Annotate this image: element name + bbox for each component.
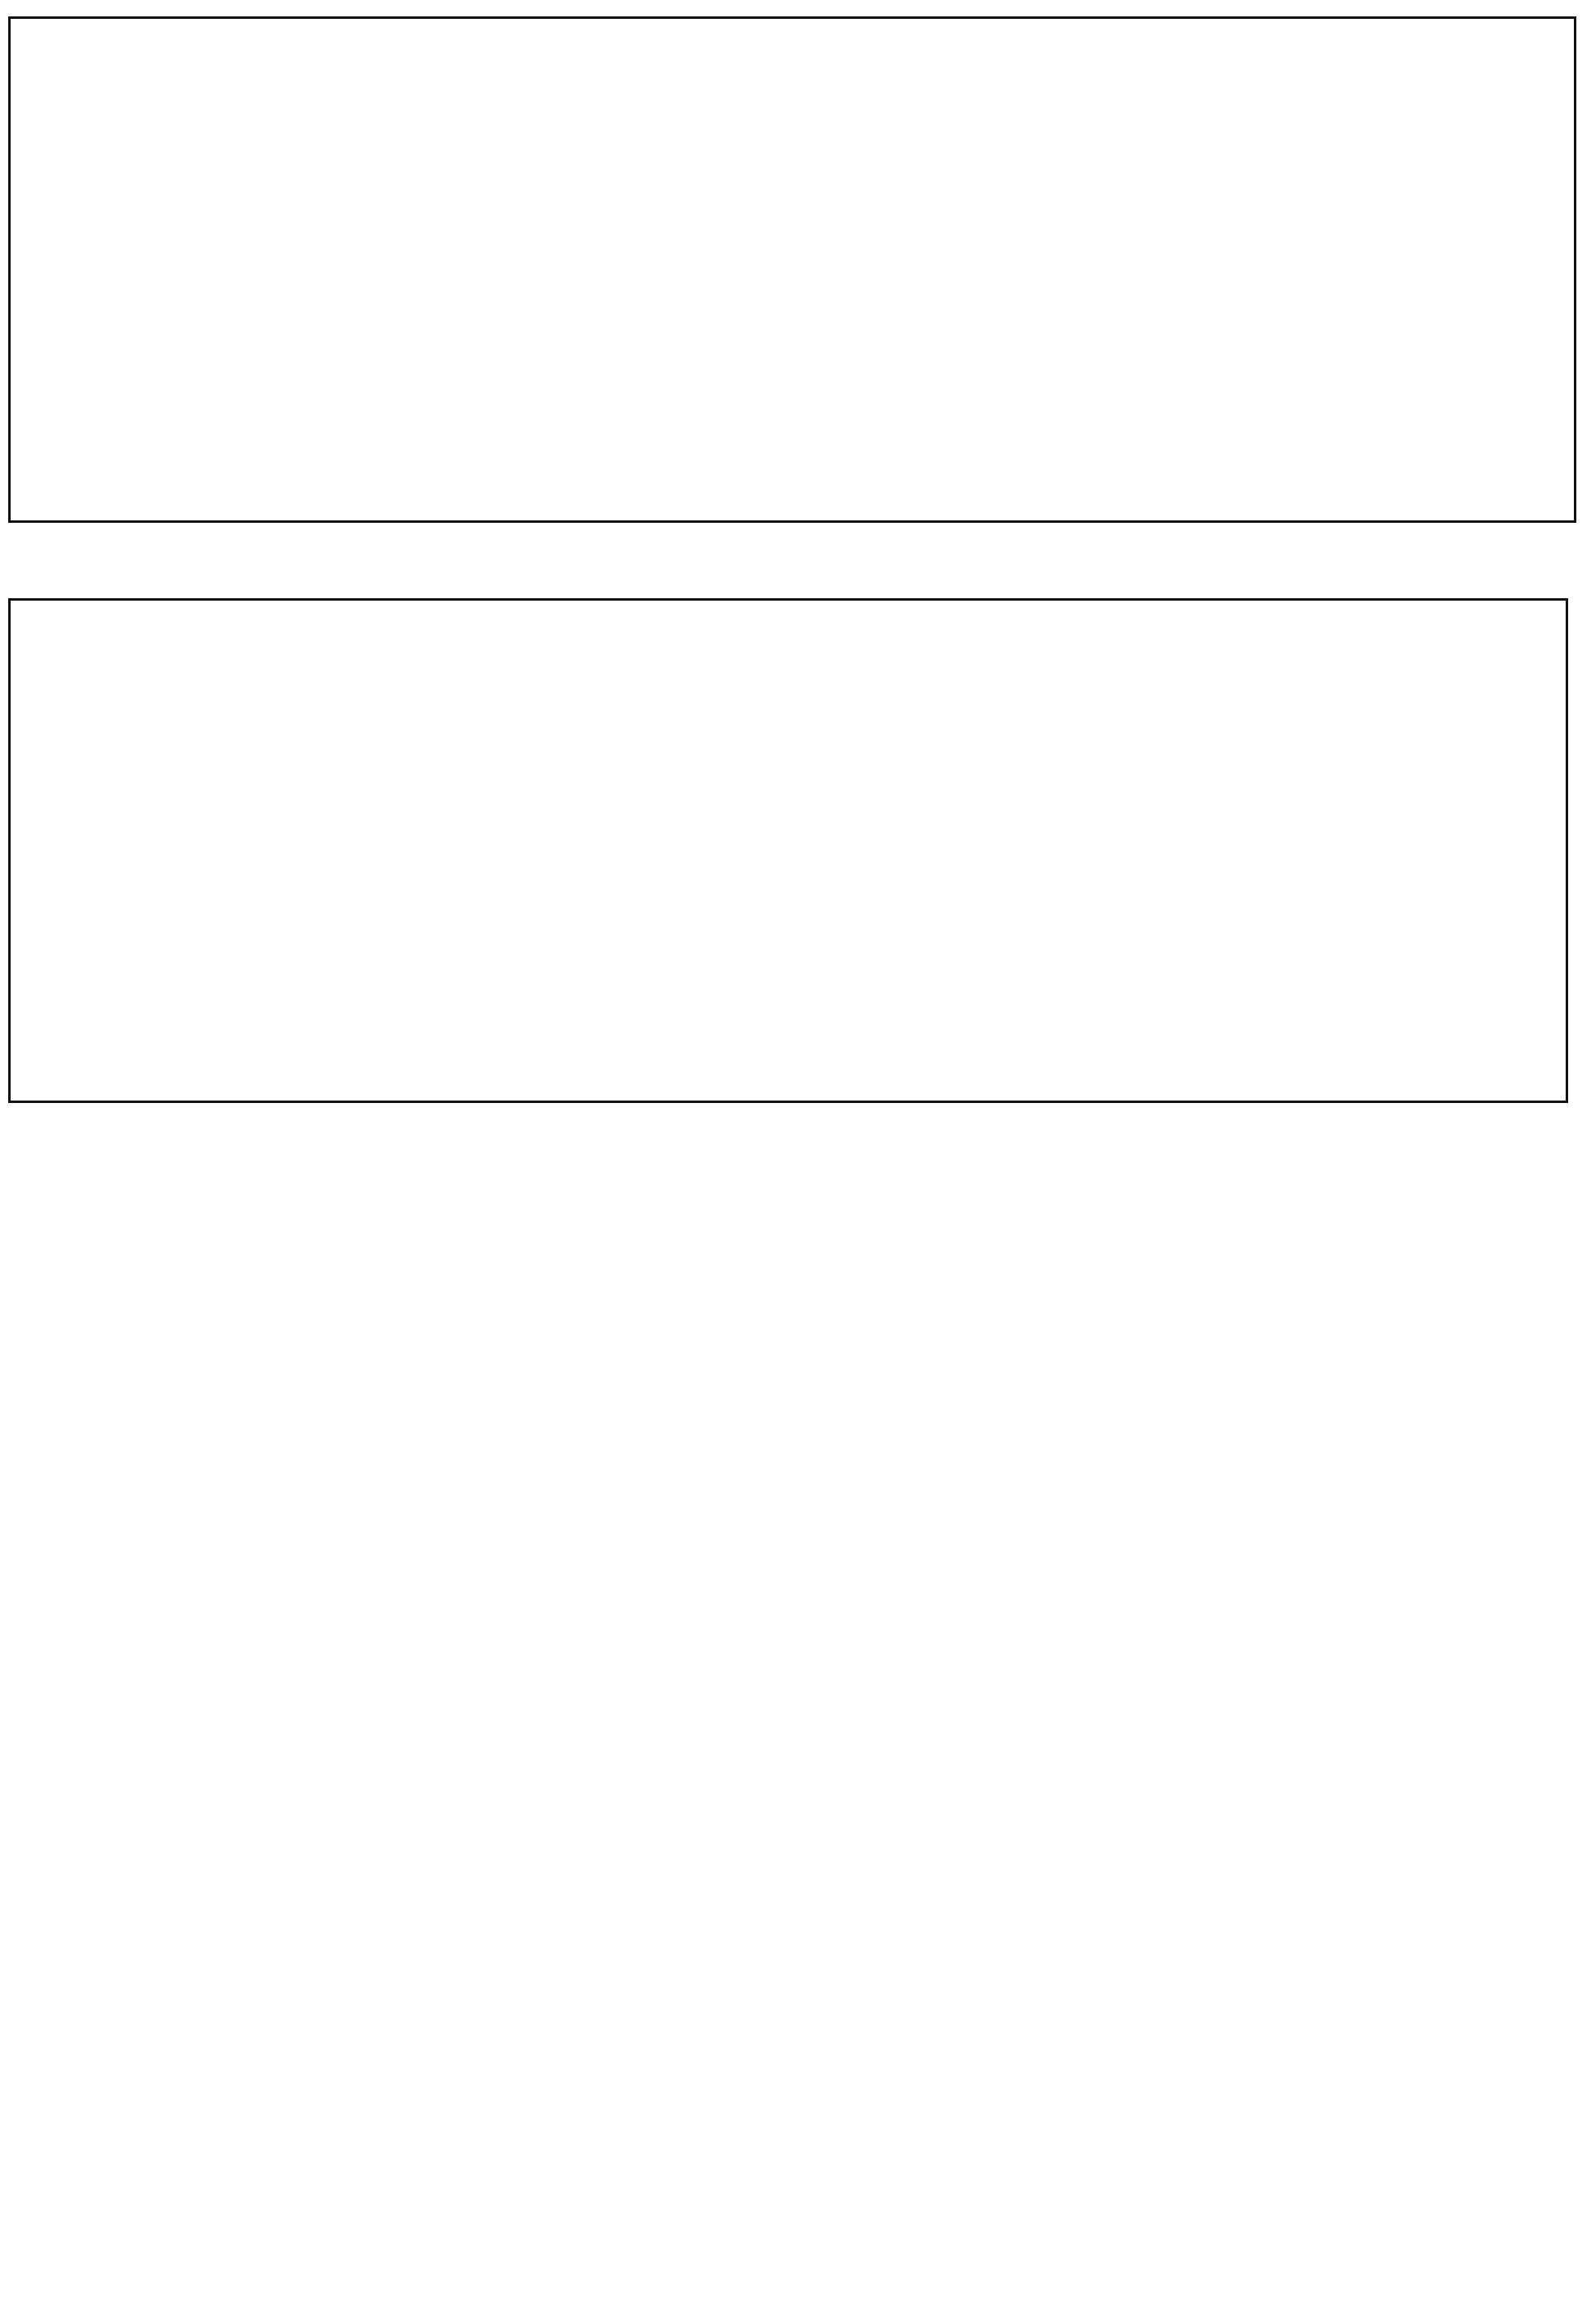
bottom-fuse-panel <box>8 598 1568 1103</box>
top-fuse-panel <box>8 16 1576 523</box>
